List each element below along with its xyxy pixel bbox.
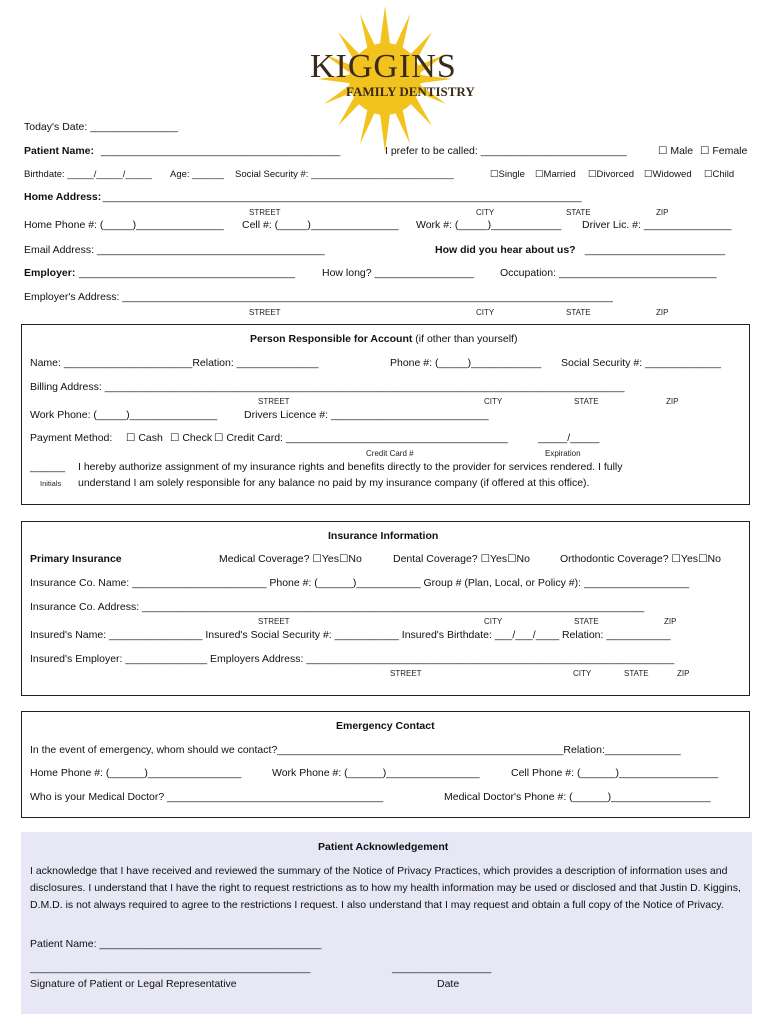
patient-name-label: Patient Name: [24, 145, 95, 157]
ortho-coverage-label: Orthodontic Coverage? [560, 553, 669, 565]
male-checkbox[interactable]: ☐ Male [658, 145, 694, 157]
caption-state: STATE [574, 397, 599, 406]
caption-street: STREET [249, 308, 281, 317]
female-checkbox[interactable]: ☐ Female [700, 145, 748, 157]
email-field[interactable]: Email Address: _______________________________________ [24, 244, 325, 256]
home-phone-field[interactable]: Home Phone #: (_____)_______________ [24, 219, 224, 231]
medical-yes-checkbox[interactable]: ☐Yes [312, 553, 339, 565]
caption-zip: ZIP [656, 208, 669, 217]
caption-city: CITY [573, 669, 592, 678]
insured-employer-field[interactable]: Insured's Employer: ______________ Employers Address: _______________________________________________________________ [30, 653, 675, 665]
married-label: Married [543, 169, 576, 180]
child-label: Child [712, 169, 735, 180]
cash-label: Cash [138, 432, 163, 444]
caption-street: STREET [390, 669, 422, 678]
caption-city: CITY [476, 308, 495, 317]
caption-credit-card: Credit Card # [366, 449, 414, 458]
caption-state: STATE [566, 208, 591, 217]
home-address-label: Home Address: [24, 191, 102, 203]
employer-label: Employer: [24, 267, 76, 279]
no-label: No [516, 553, 530, 565]
no-label: No [707, 553, 721, 565]
caption-city: CITY [484, 617, 503, 626]
caption-city: CITY [476, 208, 495, 217]
single-label: Single [498, 169, 525, 180]
emergency-contact-field[interactable]: In the event of emergency, whom should we contact?_________________________________________________Relation:_____________ [30, 744, 681, 756]
responsible-title-suffix: (if other than yourself) [412, 333, 518, 345]
payment-method-label: Payment Method: [30, 432, 113, 444]
caption-zip: ZIP [664, 617, 677, 626]
emergency-home-phone-field[interactable]: Home Phone #: (______)________________ [30, 767, 242, 779]
employer-field[interactable]: _____________________________________ [76, 267, 295, 279]
ssn-field[interactable]: Social Security #: ___________________________ [235, 169, 454, 180]
yes-label: Yes [680, 553, 699, 565]
authorization-line-1: I hereby authorize assignment of my insurance rights and benefits directly to the provider for services rendered. I fully [78, 461, 623, 473]
responsible-phone-field[interactable]: Phone #: (_____)____________ [390, 357, 542, 369]
male-label: Male [670, 145, 694, 157]
yes-label: Yes [321, 553, 339, 565]
acknowledgement-title: Patient Acknowledgement [318, 841, 449, 853]
widowed-checkbox[interactable]: ☐Widowed [644, 169, 692, 180]
authorization-line-2: understand I am solely responsible for any balance no paid by my insurance company (if offered at this office). [78, 477, 590, 489]
patient-name-field[interactable]: _________________________________________ [98, 145, 341, 157]
logo-brand-main: KIGGINS [310, 48, 457, 85]
dental-no-checkbox[interactable]: ☐No [507, 553, 530, 565]
dental-coverage-question [393, 553, 530, 565]
ortho-coverage-question [560, 553, 721, 565]
cell-phone-field[interactable]: Cell #: (_____)_______________ [242, 219, 399, 231]
employer-address-field[interactable]: Employer's Address: ____________________________________________________________________________________ [24, 291, 613, 303]
practice-logo [300, 4, 475, 154]
yes-label: Yes [489, 553, 508, 565]
work-phone-field[interactable]: Work #: (_____)____________ [416, 219, 562, 231]
acknowledgement-paragraph: I acknowledge that I have received and reviewed the summary of the Notice of Privacy Practices, which provides a description of information uses and disclosures. I understand that I have the right to request restrictions as to how my health information may be used or disclosed and that Justin D. Kiggins, D.M.D. is not always required to agree to the restrictions I request. I also understand that I may request and obtain a full copy of the Notice of Privacy. [30, 865, 741, 911]
home-address-field[interactable]: __________________________________________________________________________________ [100, 191, 582, 203]
cash-checkbox[interactable]: ☐ Cash [126, 432, 163, 444]
widowed-label: Widowed [652, 169, 692, 180]
expiration-field[interactable]: _____/_____ [538, 432, 600, 444]
responsible-title-main: Person Responsible for Account [250, 333, 413, 345]
ack-patient-name-field[interactable]: Patient Name: ______________________________________ [30, 938, 322, 950]
medical-coverage-question [219, 553, 362, 565]
check-label: Check [182, 432, 213, 444]
driver-license-field[interactable]: Driver Lic. #: _______________ [582, 219, 732, 231]
single-checkbox[interactable]: ☐Single [490, 169, 525, 180]
signature-line[interactable]: ________________________________________________ [30, 962, 311, 974]
how-hear-label: How did you hear about us? [435, 244, 576, 256]
caption-state: STATE [574, 617, 599, 626]
divorced-label: Divorced [596, 169, 635, 180]
birthdate-field[interactable]: Birthdate: _____/_____/_____ [24, 169, 152, 180]
how-hear-field[interactable]: ________________________ [582, 244, 726, 256]
married-checkbox[interactable]: ☐Married [535, 169, 576, 180]
female-label: Female [712, 145, 748, 157]
caption-zip: ZIP [666, 397, 679, 406]
medical-no-checkbox[interactable]: ☐No [338, 553, 362, 565]
caption-street: STREET [258, 397, 290, 406]
signature-label: Signature of Patient or Legal Representative [30, 978, 237, 990]
logo-brand-sub: FAMILY DENTISTRY [346, 84, 475, 99]
ortho-no-checkbox[interactable]: ☐No [698, 553, 721, 565]
drivers-licence-field[interactable]: Drivers Licence #: ___________________________ [244, 409, 489, 421]
caption-zip: ZIP [656, 308, 669, 317]
responsible-ssn-field[interactable]: Social Security #: _____________ [561, 357, 721, 369]
responsible-name-relation-field[interactable]: Name: ______________________Relation: ______________ [30, 357, 319, 369]
caption-street: STREET [258, 617, 290, 626]
age-field[interactable]: Age: ______ [170, 169, 224, 180]
responsible-title [250, 333, 517, 345]
caption-expiration: Expiration [545, 449, 581, 458]
billing-address-field[interactable]: Billing Address: _________________________________________________________________________________________ [30, 381, 625, 393]
responsible-work-phone-field[interactable]: Work Phone: (_____)_______________ [30, 409, 218, 421]
dental-coverage-label: Dental Coverage? [393, 553, 478, 565]
todays-date-field[interactable]: Today's Date: _______________ [24, 121, 178, 133]
ortho-yes-checkbox[interactable]: ☐Yes [671, 553, 699, 565]
occupation-field[interactable]: Occupation: ___________________________ [500, 267, 717, 279]
initials-caption: Initials [40, 479, 62, 488]
date-label: Date [437, 978, 460, 990]
initials-field[interactable]: ______ [30, 461, 66, 473]
credit-card-label: Credit Card: ______________________________________ [226, 432, 508, 444]
caption-state: STATE [624, 669, 649, 678]
medical-doctor-phone-field[interactable]: Medical Doctor's Phone #: (______)_________________ [444, 791, 711, 803]
divorced-checkbox[interactable]: ☐Divorced [588, 169, 635, 180]
caption-city: CITY [484, 397, 503, 406]
emergency-cell-phone-field[interactable]: Cell Phone #: (______)_________________ [511, 767, 719, 779]
medical-doctor-field[interactable]: Who is your Medical Doctor? _____________________________________ [30, 791, 384, 803]
credit-card-field[interactable]: ☐ Credit Card: ______________________________________ [214, 432, 508, 444]
emergency-title: Emergency Contact [336, 720, 435, 732]
caption-zip: ZIP [677, 669, 690, 678]
check-checkbox[interactable]: ☐ Check [170, 432, 213, 444]
insurance-company-name-field[interactable]: Insurance Co. Name: _______________________ Phone #: (______)___________ Group # (Plan, Local, or Policy #): __________________ [30, 577, 690, 589]
emergency-work-phone-field[interactable]: Work Phone #: (______)________________ [272, 767, 480, 779]
no-label: No [348, 553, 362, 565]
caption-street: STREET [249, 208, 281, 217]
date-line[interactable]: _________________ [392, 962, 492, 974]
dental-yes-checkbox[interactable]: ☐Yes [480, 553, 508, 565]
primary-insurance-label: Primary Insurance [30, 553, 122, 565]
medical-coverage-label: Medical Coverage? [219, 553, 310, 565]
caption-state: STATE [566, 308, 591, 317]
insured-details-field[interactable]: Insured's Name: ________________ Insured's Social Security #: ___________ Insured's Birthdate: ___/___/____ Relation: ___________ [30, 629, 671, 641]
child-checkbox[interactable]: ☐Child [704, 169, 735, 180]
insurance-title: Insurance Information [328, 530, 439, 542]
preferred-name-field[interactable]: I prefer to be called: _________________________ [385, 145, 627, 157]
insurance-company-address-field[interactable]: Insurance Co. Address: ______________________________________________________________________________________ [30, 601, 645, 613]
how-long-field[interactable]: How long? _________________ [322, 267, 474, 279]
